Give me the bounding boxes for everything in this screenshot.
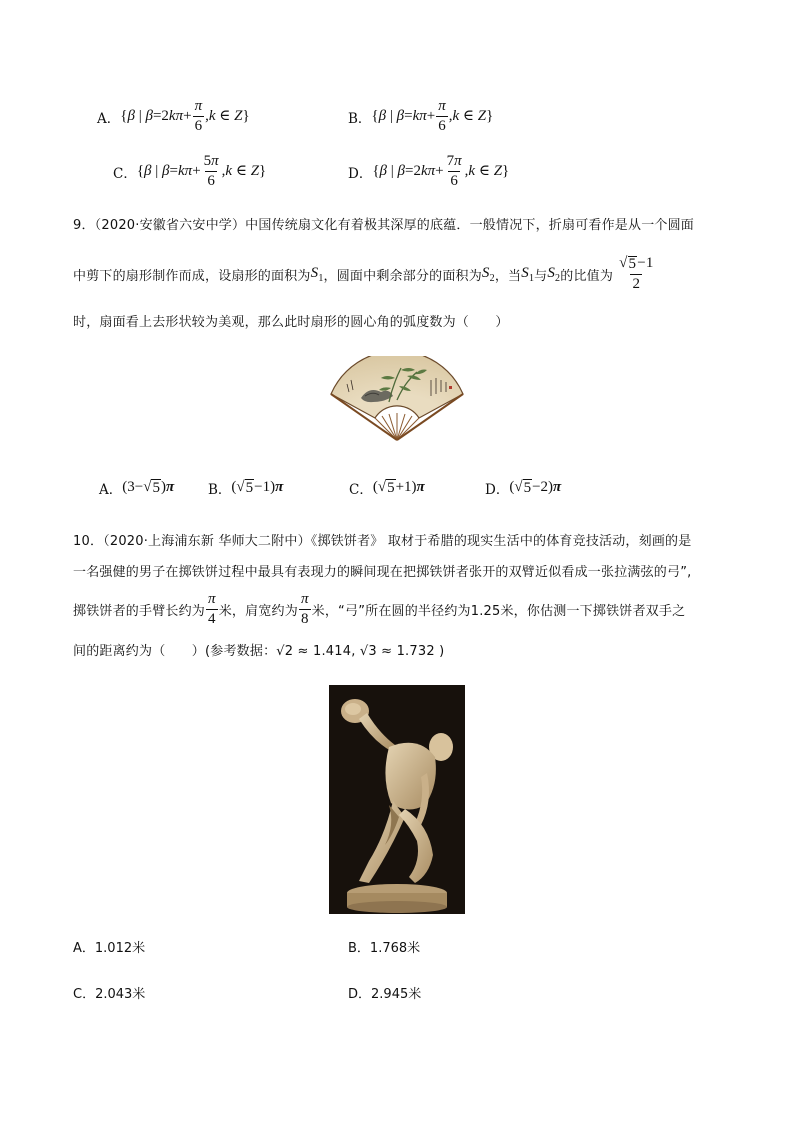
option-formula: {β | β=2kπ+ $\frac{7\pi}{6}$ ,k ∈ Z} xyxy=(372,153,510,189)
option-label: C． xyxy=(73,987,96,1002)
s2-symbol: $S_2$ xyxy=(481,264,495,284)
q9-line-3: 时，扇面看上去形状较为美观，那么此时扇形的圆心角的弧度数为（ ） xyxy=(73,315,509,330)
text: 掷铁饼者的手臂长约为 xyxy=(73,604,206,619)
text: 的比值为 xyxy=(560,268,614,284)
text: 米，肩宽约为 xyxy=(218,604,298,619)
option-label: D． xyxy=(348,165,373,182)
option-formula: {β | β=kπ+ $\frac{5\pi}{6}$ ,k ∈ Z} xyxy=(136,153,267,189)
option-value: (3− √ 5 )π xyxy=(122,479,175,496)
q10-line-1: 10．（2020·上海浦东新 华师大二附中）《掷铁饼者》 取材于希腊的现实生活中的体育竞技活动，刻画的是 xyxy=(73,534,692,549)
option-label: B． xyxy=(208,482,232,498)
option-label: B． xyxy=(348,110,372,127)
option-label: A． xyxy=(73,941,95,956)
text: 中剪下的扇形制作而成，设扇形的面积为 xyxy=(73,268,311,284)
folding-fan-image xyxy=(327,356,467,442)
q10-line-2: 一名强健的男子在掷铁饼过程中最具有表现力的瞬间现在把掷铁饼者张开的双臂近似看成一张拉满弦的弓”, xyxy=(73,565,692,580)
q8-option-c xyxy=(113,154,266,189)
s1-symbol: $S_1$ xyxy=(521,264,535,284)
option-value: 1.012米 xyxy=(94,941,146,956)
q10-option-a xyxy=(73,937,145,956)
q9-option-a xyxy=(99,478,174,498)
option-value: ( √ 5 −1)π xyxy=(231,479,284,496)
s1-symbol: $S_1$ xyxy=(310,264,324,284)
option-label: C． xyxy=(113,165,137,182)
option-value: ( √ 5 −2)π xyxy=(509,479,562,496)
q8-option-d xyxy=(348,154,509,189)
text: 米，“弓”所在圆的半径约为1.25米，你估测一下掷铁饼者双手之 xyxy=(311,604,686,619)
option-value: 2.945米 xyxy=(371,987,422,1002)
ratio-fraction: √ 5 −1 2 xyxy=(619,255,654,292)
text: 与 xyxy=(534,268,548,284)
option-value: 1.768米 xyxy=(369,941,421,956)
q8-option-b xyxy=(348,99,493,134)
q10-line-4: 间的距离约为（ ）(参考数据：√2 ≈ 1.414, √3 ≈ 1.732 ) xyxy=(73,644,445,659)
discobolus-statue-image xyxy=(329,685,465,914)
option-label: B． xyxy=(348,941,370,956)
option-label: D． xyxy=(485,482,510,498)
s2-symbol: $S_2$ xyxy=(547,264,561,284)
option-value: 2.043米 xyxy=(95,987,146,1002)
shoulder-width-fraction: $\frac{\pi}{8}$ xyxy=(300,591,309,627)
q8-option-a xyxy=(97,99,250,134)
q9-option-d xyxy=(485,478,561,498)
q9-option-c xyxy=(349,478,425,498)
text: ，当 xyxy=(494,268,522,284)
q10-line-3 xyxy=(73,592,685,627)
q10-option-b xyxy=(348,937,420,956)
q10-option-d xyxy=(348,983,421,1002)
option-value: ( √ 5 +1)π xyxy=(372,479,425,496)
option-formula: {β | β=kπ+ $\frac{\pi}{6}$ ,k ∈ Z} xyxy=(371,98,494,134)
option-label: C． xyxy=(349,482,373,498)
arm-length-fraction: $\frac{\pi}{4}$ xyxy=(208,591,216,627)
option-label: A． xyxy=(97,110,121,127)
option-label: D． xyxy=(348,987,372,1002)
option-label: A． xyxy=(99,482,123,498)
text: ，圆面中剩余部分的面积为 xyxy=(323,268,482,284)
q9-line-2 xyxy=(73,256,657,292)
q9-line-1: 9．（2020·安徽省六安中学）中国传统扇文化有着极其深厚的底蕴．一般情况下，折扇可看作是从一个圆面 xyxy=(73,218,694,233)
q9-option-b xyxy=(208,478,283,498)
q10-option-c xyxy=(73,983,145,1002)
option-formula: {β | β=2kπ+ $\frac{\pi}{6}$ ,k ∈ Z} xyxy=(120,98,250,134)
